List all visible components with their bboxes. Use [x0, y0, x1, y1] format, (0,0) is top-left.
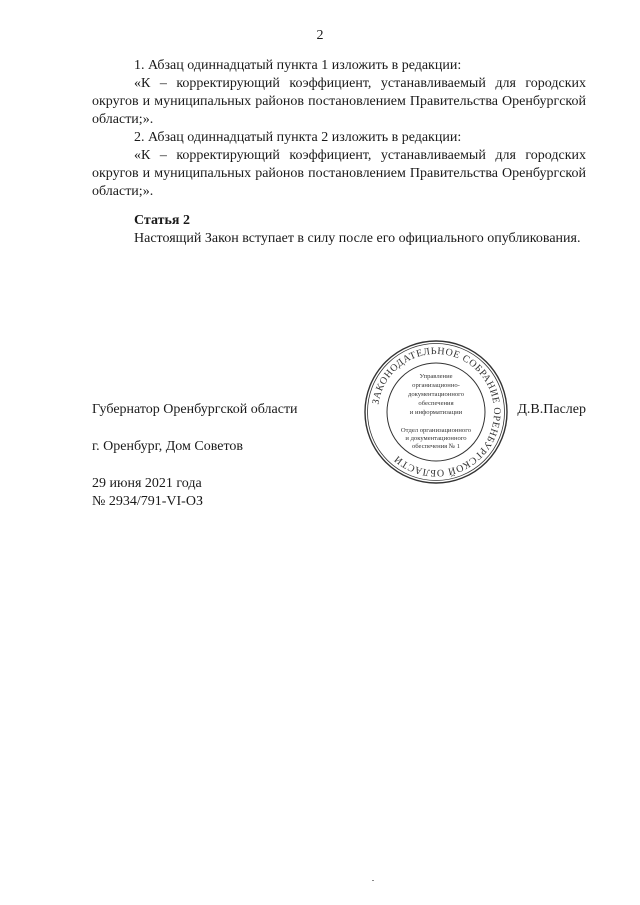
governor-name: Д.В.Паслер: [517, 402, 586, 417]
seal-ring-text: ЗАКОНОДАТЕЛЬНОЕ СОБРАНИЕ ОРЕНБУРГСКОЙ ОБЛАСТИ: [370, 345, 503, 479]
scan-artifact: [372, 880, 374, 881]
article-2-section: [92, 212, 586, 248]
paragraph-1: 1. Абзац одиннадцатый пункта 1 изложить в редакции:: [134, 58, 462, 73]
paragraph-3: 2. Абзац одиннадцатый пункта 2 изложить в редакции:: [134, 130, 462, 145]
seal-line-3: документационного: [407, 391, 465, 398]
paragraph-4-quote: «К – корректирующий коэффициент, устанавливаемый для городских округов и муниципальных районов постановлением Правительства Оренбургской области;».: [92, 148, 586, 199]
signing-date: 29 июня 2021 года: [92, 476, 202, 491]
seal-line-4: обеспечения: [418, 400, 454, 407]
seal-line-1: Управление: [419, 373, 453, 380]
page-number: 2: [316, 28, 324, 43]
signing-place: г. Оренбург, Дом Советов: [92, 439, 243, 454]
governor-title: Губернатор Оренбургской области: [92, 402, 298, 417]
article-2-heading: Статья 2: [134, 213, 190, 228]
seal-line-5: и информатизации: [409, 409, 463, 416]
article-2-text: Настоящий Закон вступает в силу после его официального опубликования.: [134, 231, 581, 246]
seal-line-2: организационно-: [412, 382, 460, 389]
official-seal-stamp: [362, 338, 510, 486]
seal-line-8: обеспечения № 1: [411, 443, 461, 450]
seal-line-7: и документационного: [405, 435, 467, 442]
seal-line-6: Отдел организационного: [400, 427, 472, 434]
paragraph-2-quote: «К – корректирующий коэффициент, устанавливаемый для городских округов и муниципальных районов постановлением Правительства Оренбургской области;».: [92, 76, 586, 127]
law-number: № 2934/791-VI-ОЗ: [92, 494, 203, 509]
amendments-section: [92, 57, 586, 201]
